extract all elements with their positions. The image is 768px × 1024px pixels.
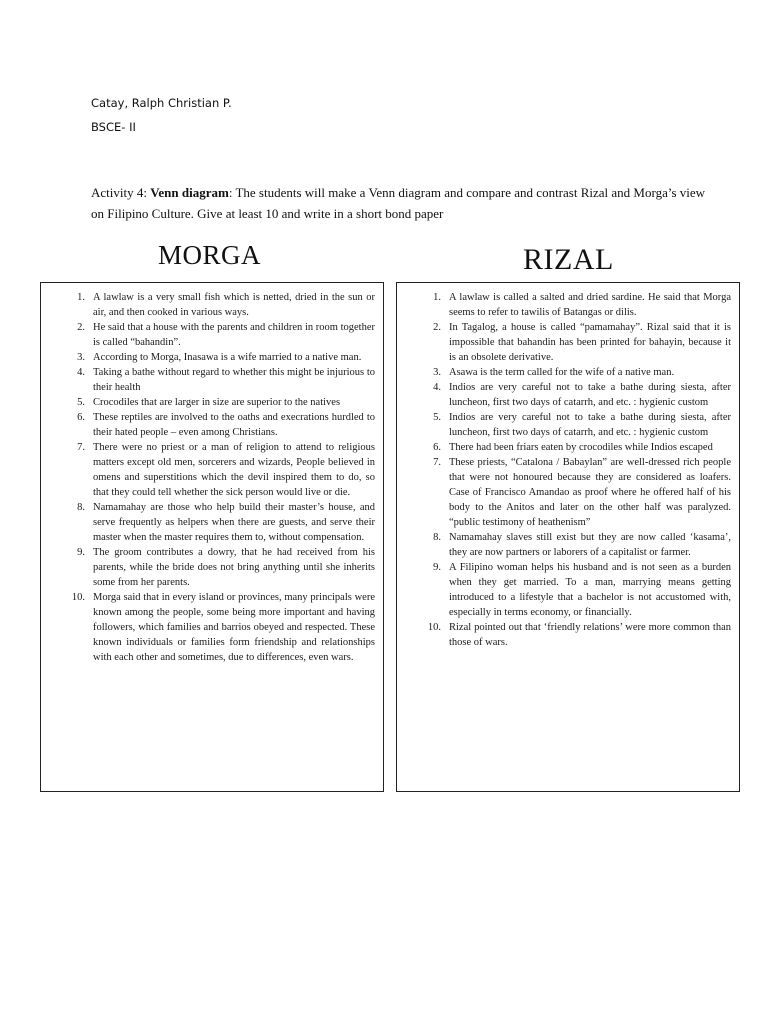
item-text: Asawa is the term called for the wife of a native man.: [449, 367, 675, 378]
rizal-item: [397, 530, 731, 560]
rizal-item: [397, 365, 731, 380]
item-text: A lawlaw is a very small fish which is netted, dried in the sun or air, and then cooked in various ways.: [93, 292, 375, 318]
item-text: Indios are very careful not to take a bathe during siesta, after luncheon, first two days of catarrh, and etc. : hygienic custom: [449, 412, 731, 438]
morga-heading: MORGA: [158, 240, 262, 270]
item-number: 9.: [77, 547, 85, 558]
rizal-item: [397, 320, 731, 365]
rizal-item: [397, 455, 731, 530]
rizal-item: [397, 290, 731, 320]
student-name: Catay, Ralph Christian P.: [91, 96, 232, 110]
item-number: 4.: [433, 382, 441, 393]
item-number: 9.: [433, 562, 441, 573]
rizal-item: [397, 440, 731, 455]
item-text: There were no priest or a man of religion to attend to religious matters except old men, sorcerers and wizards, People believed in omens and superstitions which the devil inspired them to do, so that they could tell whether the sick person would live or die.: [93, 442, 375, 498]
rizal-item: [397, 410, 731, 440]
item-text: There had been friars eaten by crocodiles while Indios escaped: [449, 442, 713, 453]
item-text: He said that a house with the parents and children in room together is called “bahandin”.: [93, 322, 375, 348]
item-text: Namamahay slaves still exist but they are now called ‘kasama’, they are now partners or laborers of a capitalist or farmer.: [449, 532, 731, 558]
item-number: 7.: [77, 442, 85, 453]
morga-item: [41, 440, 375, 500]
morga-list: [41, 283, 383, 665]
item-text: A Filipino woman helps his husband and is not seen as a burden when they get married. To a man, marrying means getting introduced to a lifestyle that a bachelor is not accustomed with, especially in terms economy, or financially.: [449, 562, 731, 618]
instructions-prefix: Activity 4:: [91, 185, 151, 200]
morga-item: [41, 320, 375, 350]
morga-item: [41, 500, 375, 545]
item-text: Indios are very careful not to take a bathe during siesta, after luncheon, first two days of catarrh, and etc. : hygienic custom: [449, 382, 731, 408]
item-number: 2.: [77, 322, 85, 333]
activity-instructions: [91, 182, 711, 224]
rizal-box: [396, 282, 740, 792]
item-number: 4.: [77, 367, 85, 378]
item-number: 6.: [433, 442, 441, 453]
item-text: Rizal pointed out that ‘friendly relations’ were more common than those of wars.: [449, 622, 731, 648]
morga-item: [41, 290, 375, 320]
morga-item: [41, 545, 375, 590]
item-text: A lawlaw is called a salted and dried sardine. He said that Morga seems to refer to tawilis of Batangas or dilis.: [449, 292, 731, 318]
item-number: 10.: [71, 592, 85, 603]
instructions-bold: Venn diagram: [150, 185, 229, 200]
item-text: These reptiles are involved to the oaths and execrations hurdled to their hated people – even among Christians.: [93, 412, 375, 438]
item-number: 8.: [433, 532, 441, 543]
item-number: 10.: [427, 622, 441, 633]
item-text: Taking a bathe without regard to whether this might be injurious to their health: [93, 367, 375, 393]
morga-item: [41, 350, 375, 365]
item-text: Morga said that in every island or provinces, many principals were known among the people, some being more important and having followers, which families and barrios obeyed and respected. These known individuals or families form friendship and relationships with each other and sometimes, due to differences, even wars.: [93, 592, 375, 663]
item-text: Crocodiles that are larger in size are superior to the natives: [93, 397, 341, 408]
instructions-text: : The students will make a Venn diagram and compare and contrast Rizal and Morga’s view on Filipino Culture. Give at least 10 and write in a short bond paper: [91, 185, 706, 221]
item-number: 1.: [77, 292, 85, 303]
morga-item: [41, 365, 375, 395]
morga-item: [41, 410, 375, 440]
item-text: The groom contributes a dowry, that he had received from his parents, while the bride does not bring anything until she inherits some from her parents.: [93, 547, 375, 588]
rizal-list: [397, 283, 739, 650]
item-number: 7.: [433, 457, 441, 468]
rizal-heading: RIZAL: [523, 243, 614, 276]
item-number: 5.: [433, 412, 441, 423]
item-text: In Tagalog, a house is called “pamamahay”. Rizal said that it is impossible that bahandin has been printed for bahayin, because it is an obsolete derivative.: [449, 322, 731, 363]
item-number: 2.: [433, 322, 441, 333]
item-number: 1.: [433, 292, 441, 303]
rizal-item: [397, 560, 731, 620]
course-section: BSCE- II: [91, 120, 136, 134]
morga-item: [41, 395, 375, 410]
item-text: Namamahay are those who help build their master’s house, and serve frequently as helpers when there are guests, and serve their master when the master requires them to, without compensation.: [93, 502, 375, 543]
item-number: 3.: [77, 352, 85, 363]
rizal-item: [397, 380, 731, 410]
morga-box: [40, 282, 384, 792]
item-number: 8.: [77, 502, 85, 513]
item-number: 6.: [77, 412, 85, 423]
item-text: According to Morga, Inasawa is a wife married to a native man.: [93, 352, 362, 363]
item-number: 3.: [433, 367, 441, 378]
item-number: 5.: [77, 397, 85, 408]
rizal-item: [397, 620, 731, 650]
item-text: These priests, “Catalona / Babaylan” are well-dressed rich people that were not honoured because they are considered as loafers. Case of Francisco Amandao as proof where he offered half of his body to the Anitos and later on the other half was paralyzed. “public testimony of heathenism”: [449, 457, 731, 528]
morga-item: [41, 590, 375, 665]
